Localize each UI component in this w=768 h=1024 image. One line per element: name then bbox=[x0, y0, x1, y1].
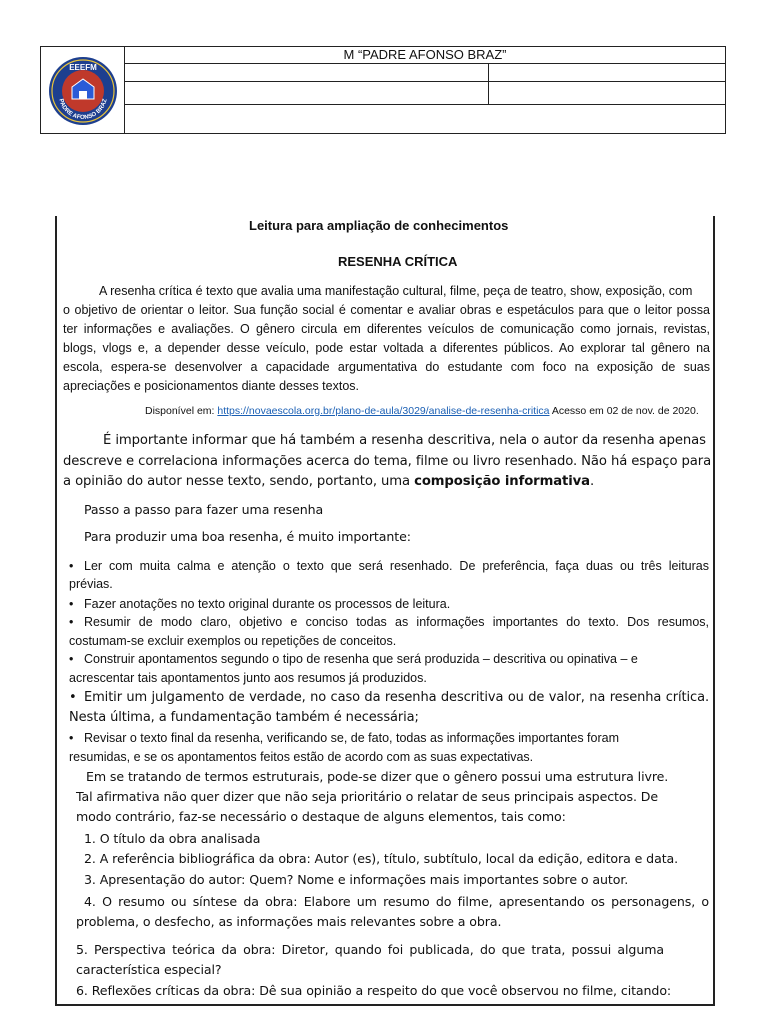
bullet-item: • Ler com muita calma e atenção o texto que será resenhado. De preferência, faça duas ou três leituras bbox=[84, 559, 709, 573]
intro-line: escola, espera-se desenvolver a capacidade argumentativa do estudante com foco na exposição de suas bbox=[63, 360, 710, 374]
logo-ring-text: PADRE AFONSO BRAZ bbox=[57, 98, 109, 122]
school-logo-icon bbox=[47, 55, 119, 127]
bullet-item-continuation: resumidas, e se os apontamentos feitos estão de acordo com as suas expectativas. bbox=[69, 750, 534, 764]
school-name: M “PADRE AFONSO BRAZ” bbox=[125, 47, 725, 64]
intro-line: apreciações e posicionamentos diante desses textos. bbox=[63, 379, 360, 393]
intro-line: o objetivo de orientar o leitor. Sua função social é comentar e avaliar obras e espetáculos para que o leitor possa bbox=[63, 303, 710, 317]
bullet-item-continuation: costumam-se excluir exemplos ou repetições de conceitos. bbox=[69, 634, 397, 648]
element-item: 5. Perspectiva teórica da obra: Diretor, quando foi publicada, do que trata, possui alguma bbox=[76, 942, 664, 957]
document-box bbox=[55, 216, 715, 1006]
steps-intro: Para produzir uma boa resenha, é muito importante: bbox=[84, 529, 411, 544]
header-table bbox=[40, 46, 726, 134]
bullet-item: • Revisar o texto final da resenha, verificando se, de fato, todas as informações importantes foram bbox=[84, 731, 619, 745]
bullet-item-continuation: acrescentar tais apontamentos junto aos resumos já produzidos. bbox=[69, 671, 427, 685]
source-link[interactable]: https://novaescola.org.br/plano-de-aula/3029/analise-de-resenha-critica bbox=[217, 405, 550, 417]
document-title: RESENHA CRÍTICA bbox=[338, 254, 458, 269]
element-item: 6. Reflexões críticas da obra: Dê sua opinião a respeito do que você observou no filme, citando: bbox=[76, 983, 672, 998]
structure-line: Tal afirmativa não quer dizer que não seja prioritário o relatar de seus principais aspectos. De bbox=[76, 789, 658, 804]
source-citation: Disponível em: https://novaescola.org.br/plano-de-aula/3029/analise-de-resenha-critica Acesso em 02 de nov. de 2020. bbox=[145, 405, 699, 417]
descriptive-line: É importante informar que há também a resenha descritiva, nela o autor da resenha apenas bbox=[103, 433, 706, 448]
bullet-item: • Emitir um julgamento de verdade, no caso da resenha descritiva ou de valor, na resenha crítica. bbox=[84, 690, 709, 705]
intro-line: A resenha crítica é texto que avalia uma manifestação cultural, filme, peça de teatro, show, exposição, com bbox=[99, 284, 693, 298]
section-heading: Leitura para ampliação de conhecimentos bbox=[249, 218, 509, 233]
element-item: 1. O título da obra analisada bbox=[84, 831, 261, 846]
header-divider bbox=[125, 81, 725, 82]
bold-term: composição informativa bbox=[414, 474, 590, 489]
logo-top-text: EEEFM bbox=[69, 63, 97, 72]
structure-line: Em se tratando de termos estruturais, pode-se dizer que o gênero possui uma estrutura livre. bbox=[86, 769, 669, 784]
intro-line: blogs, vlogs e, a depender desse veículo, pode estar voltada a diferentes públicos. Ao explorar tal gênero na bbox=[63, 341, 710, 355]
structure-line: modo contrário, faz-se necessário o destaque de alguns elementos, tais como: bbox=[76, 809, 566, 824]
element-item: 2. A referência bibliográfica da obra: Autor (es), título, subtítulo, local da edição, editora e data. bbox=[84, 851, 679, 866]
descriptive-line: descreve e correlaciona informações acerca do tema, filme ou livro resenhado. Não há espaço para bbox=[63, 454, 712, 469]
bullet-item-continuation: Nesta última, a fundamentação também é necessária; bbox=[69, 710, 419, 725]
element-item-continuation: problema, o desfecho, as informações mais relevantes sobre a obra. bbox=[76, 914, 502, 929]
bullet-item-continuation: prévias. bbox=[69, 577, 113, 591]
logo-cell bbox=[41, 47, 125, 133]
element-item: 3. Apresentação do autor: Quem? Nome e informações mais importantes sobre o autor. bbox=[84, 872, 629, 887]
descriptive-line: a opinião do autor nesse texto, sendo, portanto, uma composição informativa. bbox=[63, 474, 595, 489]
element-item: 4. O resumo ou síntese da obra: Elabore um resumo do filme, apresentando os personagens, o bbox=[84, 894, 709, 909]
element-item-continuation: característica especial? bbox=[76, 962, 222, 977]
bullet-item: • Resumir de modo claro, objetivo e conciso todas as informações importantes do texto. Dos resumos, bbox=[84, 615, 709, 629]
intro-line: ter informações e avaliações. O gênero circula em diferentes veículos de comunicação como jornais, revistas, bbox=[63, 322, 710, 336]
header-divider bbox=[488, 64, 489, 104]
steps-heading: Passo a passo para fazer uma resenha bbox=[84, 502, 324, 517]
header-divider bbox=[125, 104, 725, 105]
bullet-item: • Fazer anotações no texto original durante os processos de leitura. bbox=[84, 597, 450, 611]
bullet-item: • Construir apontamentos segundo o tipo de resenha que será produzida – descritiva ou opinativa – e bbox=[84, 652, 638, 666]
